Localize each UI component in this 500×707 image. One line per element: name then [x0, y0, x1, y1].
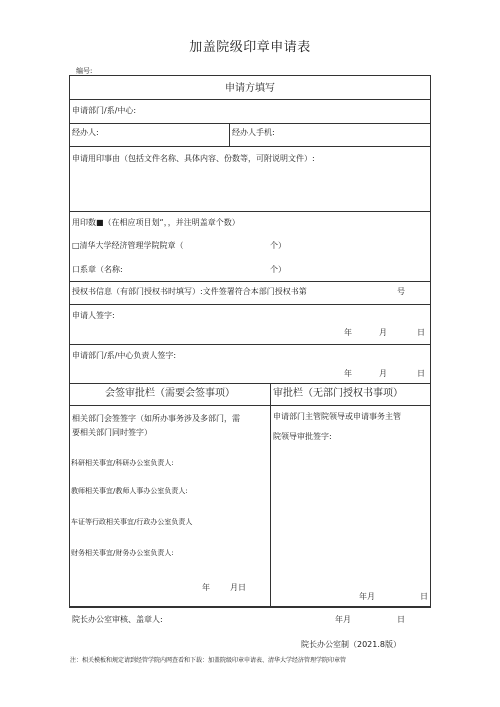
row-divider — [70, 146, 430, 147]
row-divider — [70, 344, 430, 345]
approval-date-year-month: 年月 — [359, 592, 375, 601]
reason-label: 申请用印事由（包括文件名称、具体内容、份数等，可附说明文件）: — [72, 154, 315, 163]
application-form-table — [69, 75, 431, 624]
approval-description: 申请部门主管院领导或申请事务主管 — [273, 412, 401, 421]
footnote: 注：相关模板和规定请到经管学院内网查看和下载：加盖院级印章申请表、清华大学经济管理学院印章管 — [70, 657, 347, 664]
column-divider — [270, 383, 271, 606]
dept-label: 申请部门/系/中心: — [72, 106, 137, 115]
applicant-signature-label: 申请人签字: — [72, 311, 115, 320]
cosign-section-header: 会签审批栏（需要会签事项） — [105, 388, 235, 399]
seal-count-label: 用印数■（在相应项目划“，，并注明盖章个数） — [72, 218, 240, 227]
handler-label: 经办人: — [72, 128, 99, 137]
row-divider — [70, 405, 430, 406]
dept-head-signature-label: 申请部门/系/中心负责人签字: — [72, 351, 177, 360]
approval-date-day: 日 — [420, 592, 428, 601]
date-month: 月 — [379, 369, 387, 378]
auth-number-suffix: 号 — [397, 287, 405, 296]
page-title: 加盖院级印章申请表 — [189, 40, 311, 55]
office-review-label: 院长办公室审核、盖章人: — [72, 615, 163, 624]
column-divider — [229, 123, 230, 146]
date-day: 日 — [417, 328, 425, 337]
seal-school-option: □清华大学经济管理学院院章（ — [72, 241, 184, 250]
cosign-date-year: 年 — [202, 583, 210, 592]
approval-description: 院领导审批签字: — [273, 432, 332, 441]
cosign-description: 要相关部门同时签字） — [72, 428, 152, 437]
date-month: 月 — [379, 328, 387, 337]
row-divider — [70, 211, 430, 212]
research-office-label: 科研相关事宜/科研办公室负责人: — [71, 459, 174, 467]
section-applicant-header: 申请方填写 — [225, 83, 275, 94]
seal-other-option: 口系章（名称: — [72, 265, 123, 274]
seal-other-unit: 个） — [270, 265, 286, 274]
row-divider — [70, 99, 430, 100]
approval-section-header: 审批栏（无部门授权书事项） — [273, 388, 403, 399]
row-divider — [70, 123, 430, 124]
finance-office-label: 财务相关事宜/财务办公室负责人: — [71, 549, 174, 557]
handler-phone-label: 经办人手机: — [232, 128, 275, 137]
auth-info-label: 授权书信息（有部门授权书时填写）:文件签署符合本部门授权书第 — [72, 287, 307, 296]
date-day: 日 — [417, 369, 425, 378]
date-year: 年 — [344, 369, 352, 378]
seal-school-unit: 个） — [270, 241, 286, 250]
serial-number-label: 编号: — [76, 67, 93, 75]
admin-office-label: 车证等行政相关事宜/行政办公室负责人 — [71, 518, 193, 526]
row-divider — [70, 281, 430, 282]
office-date-day: 日 — [397, 615, 405, 624]
teacher-office-label: 教师相关事宜/教师人事办公室负责人: — [71, 487, 188, 495]
cosign-description: 相关部门会签签字（如所办事务涉及多部门，需 — [72, 414, 240, 423]
cosign-date-month-day: 月日 — [230, 583, 246, 592]
date-year: 年 — [344, 328, 352, 337]
issuing-office-version: 院长办公室制（2021.8版） — [301, 640, 401, 649]
office-date-year-month: 年月 — [335, 615, 351, 624]
row-divider — [70, 304, 430, 305]
row-divider — [70, 606, 430, 607]
row-divider — [70, 383, 430, 384]
